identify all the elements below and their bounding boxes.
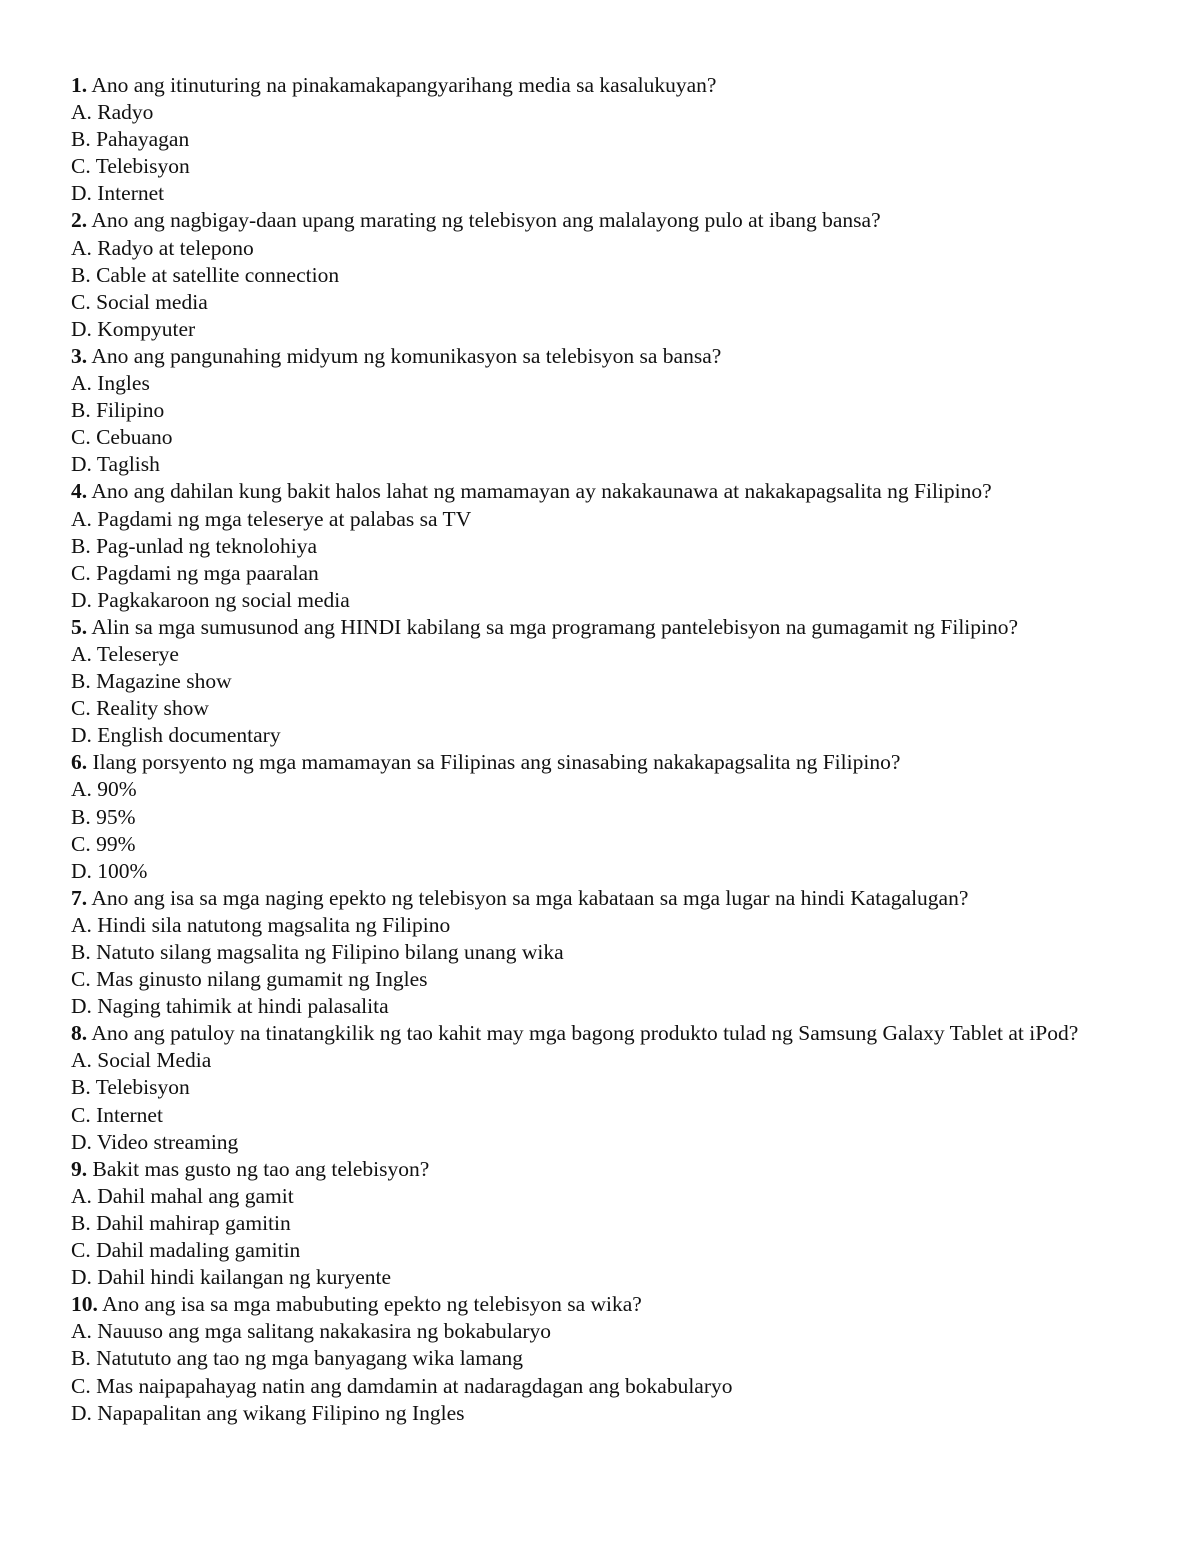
choice-a: A. Radyo xyxy=(71,100,154,125)
question-1 xyxy=(71,72,1131,207)
question-prompt: Alin sa mga sumusunod ang HINDI kabilang sa mga programang pantelebisyon na gumagamit ng Filipino? xyxy=(91,614,1019,639)
question-text xyxy=(71,885,1131,912)
choice-b: B. Telebisyon xyxy=(71,1075,190,1100)
question-text xyxy=(71,72,1131,99)
question-prompt: Bakit mas gusto ng tao ang telebisyon? xyxy=(92,1156,430,1181)
choice-a: A. Radyo at telepono xyxy=(71,235,254,260)
question-text xyxy=(71,1291,1131,1318)
question-prompt: Ano ang dahilan kung bakit halos lahat ng mamamayan ay nakakaunawa at nakakapagsalita ng Filipino? xyxy=(91,479,992,504)
question-prompt: Ano ang patuloy na tinatangkilik ng tao kahit may mga bagong produkto tulad ng Samsung Galaxy Tablet at iPod? xyxy=(91,1021,1079,1046)
choice-b: B. Dahil mahirap gamitin xyxy=(71,1210,291,1235)
choice-b: B. Filipino xyxy=(71,398,165,423)
choice-c: C. Internet xyxy=(71,1102,163,1127)
choice-d: D. Napapalitan ang wikang Filipino ng Ingles xyxy=(71,1400,465,1425)
choice-a: A. Hindi sila natutong magsalita ng Filipino xyxy=(71,912,451,937)
choice-a: A. Ingles xyxy=(71,371,150,396)
question-number: 6. xyxy=(71,750,88,775)
choice-b: B. 95% xyxy=(71,804,136,829)
question-6 xyxy=(71,749,1131,884)
choice-d: D. Pagkakaroon ng social media xyxy=(71,587,350,612)
quiz-document xyxy=(71,72,1131,1427)
question-text xyxy=(71,478,1131,505)
question-number: 1. xyxy=(71,73,88,97)
choice-c: C. Cebuano xyxy=(71,425,173,450)
question-text xyxy=(71,614,1131,641)
question-number: 2. xyxy=(71,208,88,233)
choice-b: B. Cable at satellite connection xyxy=(71,262,340,287)
choice-b: B. Pag-unlad ng teknolohiya xyxy=(71,533,318,558)
choice-c: C. Mas ginusto nilang gumamit ng Ingles xyxy=(71,967,428,992)
question-prompt: Ano ang pangunahing midyum ng komunikasyon sa telebisyon sa bansa? xyxy=(91,343,722,368)
choice-a: A. Pagdami ng mga teleserye at palabas sa TV xyxy=(71,506,472,531)
question-10 xyxy=(71,1291,1131,1426)
question-prompt: Ano ang isa sa mga mabubuting epekto ng telebisyon sa wika? xyxy=(102,1292,642,1317)
question-text xyxy=(71,1156,1131,1183)
choice-d: D. Dahil hindi kailangan ng kuryente xyxy=(71,1265,392,1290)
question-5 xyxy=(71,614,1131,749)
choice-c: C. Telebisyon xyxy=(71,154,190,179)
choice-c: C. 99% xyxy=(71,831,136,856)
question-2 xyxy=(71,207,1131,342)
choice-b: B. Natuto silang magsalita ng Filipino bilang unang wika xyxy=(71,940,564,964)
choice-a: A. Dahil mahal ang gamit xyxy=(71,1183,294,1208)
question-number: 9. xyxy=(71,1156,88,1181)
choice-d: D. 100% xyxy=(71,858,148,883)
question-text xyxy=(71,1020,1131,1047)
choice-b: B. Pahayagan xyxy=(71,127,190,152)
choice-c: C. Reality show xyxy=(71,696,209,721)
choice-d: D. English documentary xyxy=(71,723,281,748)
choice-a: A. Social Media xyxy=(71,1048,212,1073)
question-number: 3. xyxy=(71,343,88,368)
question-text xyxy=(71,343,1131,370)
choice-c: C. Dahil madaling gamitin xyxy=(71,1238,301,1263)
question-number: 8. xyxy=(71,1021,88,1046)
question-number: 5. xyxy=(71,614,88,639)
question-8 xyxy=(71,1020,1131,1155)
choice-a: A. Nauuso ang mga salitang nakakasira ng bokabularyo xyxy=(71,1319,552,1344)
choice-d: D. Internet xyxy=(71,181,165,206)
question-prompt: Ano ang nagbigay-daan upang marating ng telebisyon ang malalayong pulo at ibang bansa? xyxy=(91,208,881,233)
question-number: 4. xyxy=(71,479,88,504)
choice-a: A. Teleserye xyxy=(71,641,179,666)
choice-d: D. Taglish xyxy=(71,452,160,477)
question-9 xyxy=(71,1156,1131,1291)
question-prompt: Ano ang itinuturing na pinakamakapangyarihang media sa kasalukuyan? xyxy=(91,73,717,97)
question-3 xyxy=(71,343,1131,478)
choice-d: D. Kompyuter xyxy=(71,316,196,341)
choice-c: C. Pagdami ng mga paaralan xyxy=(71,560,319,585)
question-number: 10. xyxy=(71,1292,98,1317)
question-prompt: Ano ang isa sa mga naging epekto ng telebisyon sa mga kabataan sa mga lugar na hindi Katagalugan? xyxy=(91,885,969,910)
choice-a: A. 90% xyxy=(71,777,137,802)
choice-d: D. Video streaming xyxy=(71,1129,239,1154)
question-4 xyxy=(71,478,1131,613)
question-text xyxy=(71,207,1131,234)
question-7 xyxy=(71,885,1131,1020)
question-text xyxy=(71,749,1131,776)
choice-d: D. Naging tahimik at hindi palasalita xyxy=(71,994,389,1019)
question-number: 7. xyxy=(71,885,88,910)
question-prompt: Ilang porsyento ng mga mamamayan sa Filipinas ang sinasabing nakakapagsalita ng Filipino? xyxy=(92,750,901,775)
choice-b: B. Natututo ang tao ng mga banyagang wika lamang xyxy=(71,1346,523,1371)
choice-b: B. Magazine show xyxy=(71,669,232,694)
choice-c: C. Mas naipapahayag natin ang damdamin at nadaragdagan ang bokabularyo xyxy=(71,1373,733,1398)
choice-c: C. Social media xyxy=(71,289,208,314)
